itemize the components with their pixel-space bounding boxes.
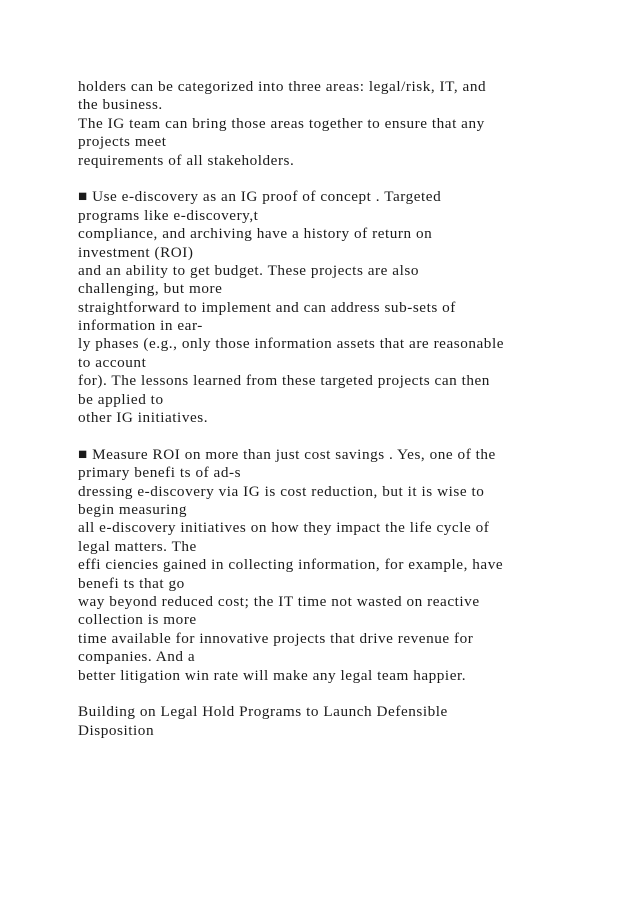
text-line: begin measuring [78, 500, 188, 518]
bullet-line: ■ Use e-discovery as an IG proof of concept . Targeted [78, 188, 442, 206]
text-line: information in ear- [78, 317, 203, 335]
text-line: better litigation win rate will make any legal team happier. [78, 666, 467, 684]
text-line: be applied to [78, 390, 164, 408]
text-line: projects meet [78, 133, 167, 151]
text-line: ly phases (e.g., only those information assets that are reasonable [78, 335, 504, 353]
text-line: requirements of all stakeholders. [78, 151, 295, 169]
heading-line: Disposition [78, 721, 155, 739]
text-line: benefi ts that go [78, 574, 185, 592]
text-line: The IG team can bring those areas together to ensure that any [78, 114, 485, 132]
text-line: dressing e-discovery via IG is cost reduction, but it is wise to [78, 482, 485, 500]
document-page [78, 78, 578, 740]
text-line: to account [78, 353, 147, 371]
text-line: the business. [78, 96, 163, 114]
bullet-line: ■ Measure ROI on more than just cost savings . Yes, one of the [78, 445, 496, 463]
paragraph-spacer [78, 685, 578, 703]
text-line: programs like e-discovery,t [78, 206, 259, 224]
text-line: other IG initiatives. [78, 409, 209, 427]
text-line: challenging, but more [78, 280, 223, 298]
paragraph-spacer [78, 427, 578, 445]
text-line: primary benefi ts of ad-s [78, 464, 242, 482]
text-line: all e-discovery initiatives on how they impact the life cycle of [78, 519, 490, 537]
text-line: companies. And a [78, 648, 196, 666]
text-line: way beyond reduced cost; the IT time not wasted on reactive [78, 592, 480, 610]
text-line: compliance, and archiving have a history of return on [78, 225, 433, 243]
text-line: for). The lessons learned from these targeted projects can then [78, 372, 490, 390]
heading-line: Building on Legal Hold Programs to Launch Defensible [78, 703, 448, 721]
text-line: holders can be categorized into three areas: legal/risk, IT, and [78, 78, 487, 95]
paragraph-spacer [78, 170, 578, 188]
text-line: straightforward to implement and can address sub-sets of [78, 298, 456, 316]
paragraph-measure-roi [78, 446, 578, 685]
text-line: time available for innovative projects that drive revenue for [78, 629, 474, 647]
paragraph-ediscovery-proof-of-concept [78, 188, 578, 427]
text-line: legal matters. The [78, 537, 197, 555]
text-line: collection is more [78, 611, 197, 629]
section-heading-legal-hold [78, 703, 578, 740]
paragraph-stakeholders [78, 78, 578, 170]
text-line: effi ciencies gained in collecting information, for example, have [78, 556, 504, 574]
text-line: investment (ROI) [78, 243, 194, 261]
text-line: and an ability to get budget. These projects are also [78, 261, 419, 279]
